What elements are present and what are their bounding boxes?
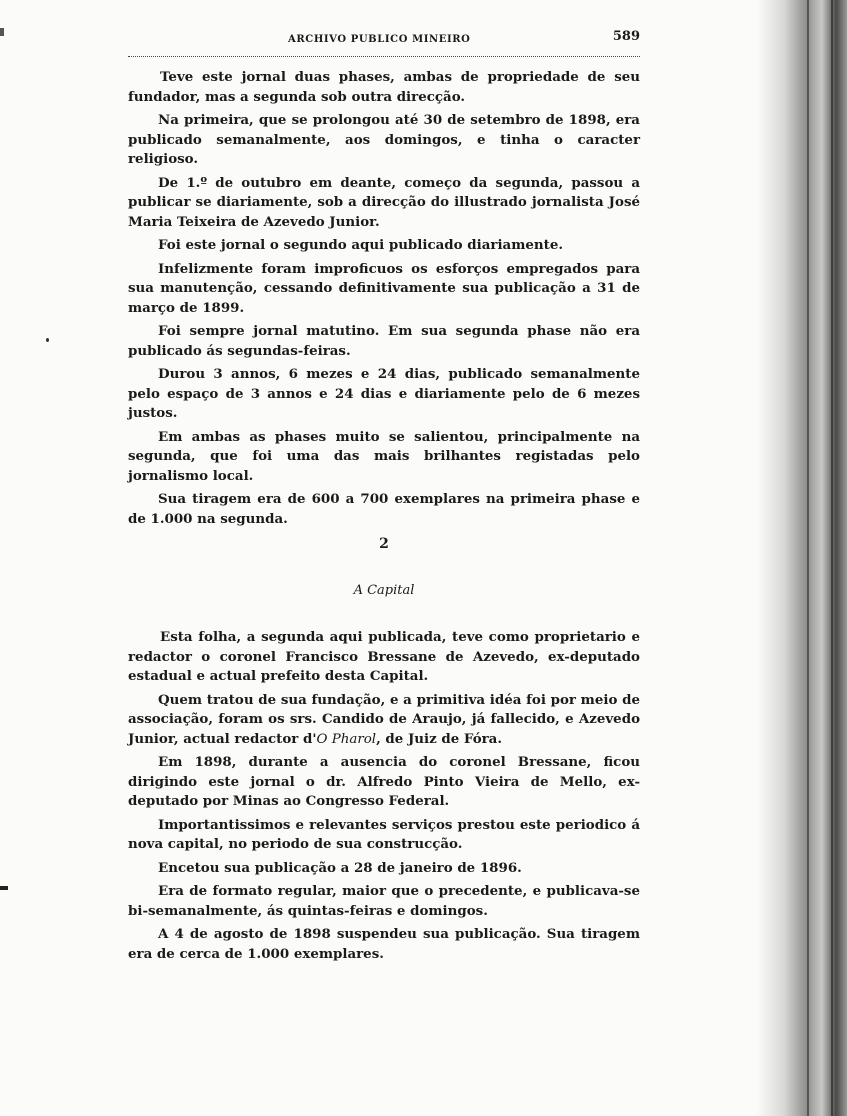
- paragraph: Foi este jornal o segundo aqui publicado diariamente.: [158, 237, 563, 253]
- edge-mark: [0, 886, 8, 890]
- founding-text-before: Quem tratou de sua fundação, e a primitiva idéa foi por meio de associação, foram os srs. Candido de Araujo, já fallecido, e Azevedo Junior, actual redactor d': [128, 691, 640, 747]
- section-number: 2: [379, 536, 389, 552]
- paragraph: Importantissimos e relevantes serviços prestou este periodico á nova capital, no periodo de sua construcção.: [128, 816, 640, 852]
- paragraph: Na primeira, que se prolongou até 30 de setembro de 1898, era publicado semanalmente, aos domingos, e tinha o caracter religioso.: [128, 112, 640, 167]
- edge-mark: [0, 28, 4, 36]
- book-spine-shadow: [757, 0, 847, 1116]
- paragraph: Foi sempre jornal matutino. Em sua segunda phase não era publicado ás segundas-feiras.: [128, 323, 640, 359]
- paragraph: Em 1898, durante a ausencia do coronel Bressane, ficou dirigindo este jornal o dr. Alfredo Pinto Vieira de Mello, ex-deputado por Minas ao Congresso Federal.: [128, 754, 640, 809]
- paragraph-founding: [128, 691, 640, 750]
- founding-text-after: , de Juiz de Fóra.: [376, 730, 503, 747]
- paragraph: Sua tiragem era de 600 a 700 exemplares na primeira phase e de 1.000 na segunda.: [128, 491, 640, 527]
- header-rule: [128, 56, 640, 57]
- newspaper-name: O Pharol: [316, 731, 377, 747]
- section-title: A Capital: [353, 583, 415, 598]
- paragraph: Encetou sua publicação a 28 de janeiro de 1896.: [158, 859, 522, 876]
- paragraph: Durou 3 annos, 6 mezes e 24 dias, publicado semanalmente pelo espaço de 3 annos e 24 dias e diariamente pelo de 6 mezes justos.: [128, 366, 640, 421]
- paragraph: Esta folha, a segunda aqui publicada, teve como proprietario e redactor o coronel Francisco Bressane de Azevedo, ex-deputado estadual e actual prefeito desta Capital.: [128, 629, 640, 684]
- section-one-text: [128, 68, 640, 533]
- paragraph: Infelizmente foram improficuos os esforços empregados para sua manutenção, cessando definitivamente sua publicação a 31 de março de 1899.: [128, 260, 640, 316]
- ink-speck: [46, 338, 49, 342]
- spine-crease: [807, 0, 809, 1116]
- paragraph: A 4 de agosto de 1898 suspendeu sua publicação. Sua tiragem era de cerca de 1.000 exemplares.: [128, 926, 640, 962]
- running-title: ARCHIVO PUBLICO MINEIRO: [288, 34, 471, 45]
- paragraph: Em ambas as phases muito se salientou, principalmente na segunda, que foi uma das mais brilhantes registadas pelo jornalismo local.: [128, 428, 640, 484]
- paragraph: De 1.º de outubro em deante, começo da segunda, passou a publicar se diariamente, sob a direcção do illustrado jornalista José Maria Teixeira de Azevedo Junior.: [128, 174, 640, 230]
- page-header: [128, 26, 640, 54]
- paragraph: Teve este jornal duas phases, ambas de propriedade de seu fundador, mas a segunda sob outra direcção.: [128, 69, 640, 105]
- paragraph: Era de formato regular, maior que o precedente, e publicava-se bi-semanalmente, ás quintas-feiras e domingos.: [128, 883, 640, 919]
- spine-edge: [831, 0, 833, 1116]
- page-number: 589: [612, 29, 640, 44]
- section-two-text: [128, 628, 640, 968]
